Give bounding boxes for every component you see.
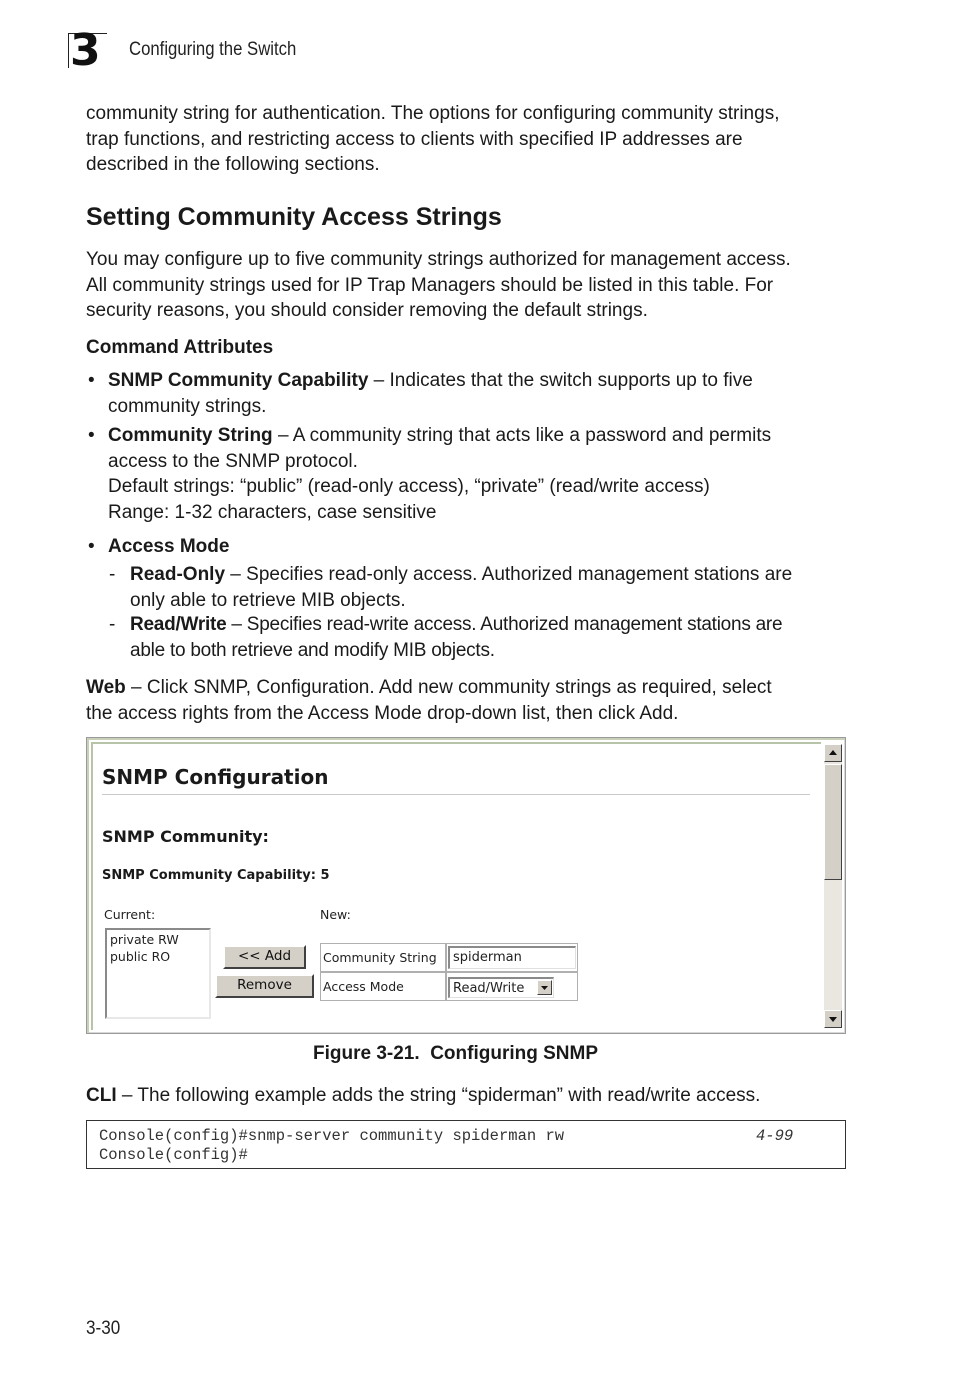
figure-caption: Figure 3-21. Configuring SNMP xyxy=(313,1043,599,1064)
intro-line: trap functions, and restricting access to clients with specified IP addresses are xyxy=(86,128,743,150)
text: able to both retrieve and modify MIB objects. xyxy=(130,639,495,661)
dash: - xyxy=(109,564,116,585)
list-item[interactable]: public RO xyxy=(110,949,171,964)
term: SNMP Community Capability xyxy=(108,370,369,391)
community-string-input-cell xyxy=(446,943,578,972)
code-line: Console(config)#snmp-server community spiderman rw xyxy=(99,1127,565,1145)
text: – Indicates that the switch supports up to five xyxy=(368,370,753,391)
bullet-community-string xyxy=(108,423,771,525)
code-reference: 4-99 xyxy=(756,1127,794,1145)
arrow-down-icon xyxy=(825,1011,841,1027)
current-label: Current: xyxy=(104,907,156,922)
bullet-dot: • xyxy=(88,536,95,557)
text: – Specifies read-only access. Authorized management stations are xyxy=(225,564,793,585)
code-example xyxy=(86,1120,846,1169)
chevron-down-icon[interactable] xyxy=(537,980,552,995)
scroll-thumb[interactable] xyxy=(824,764,842,880)
capability-label: SNMP Community Capability: 5 xyxy=(102,868,330,883)
text: – Click SNMP, Configuration. Add new community strings as required, select xyxy=(125,677,772,698)
vertical-scrollbar[interactable] xyxy=(824,744,842,1028)
list-item[interactable]: private RW xyxy=(110,932,179,947)
chapter-number: 3 xyxy=(70,25,101,76)
running-head: Configuring the Switch xyxy=(129,39,297,60)
bullet-capability xyxy=(108,368,753,419)
access-mode-select-cell xyxy=(446,972,578,1001)
term: Community String xyxy=(108,425,273,446)
community-string-input[interactable]: spiderman xyxy=(448,946,576,969)
scroll-down-button[interactable] xyxy=(824,1010,842,1028)
screenshot-title: SNMP Configuration xyxy=(102,765,329,789)
cli-paragraph xyxy=(86,1083,760,1109)
arrow-up-icon xyxy=(825,745,841,761)
bullet-dot: • xyxy=(88,425,95,446)
section-line: All community strings used for IP Trap Managers should be listed in this table. For xyxy=(86,274,774,296)
attributes-heading: Command Attributes xyxy=(86,337,274,358)
intro-paragraph xyxy=(86,101,779,178)
text: Default strings: “public” (read-only access), “private” (read/write access) xyxy=(108,476,710,497)
new-label: New: xyxy=(320,907,351,922)
snmp-configuration-screenshot xyxy=(86,737,846,1034)
screenshot-frame xyxy=(91,742,821,1030)
text: Range: 1-32 characters, case sensitive xyxy=(108,501,437,523)
section-line: You may configure up to five community strings authorized for management access. xyxy=(86,249,791,270)
intro-line: described in the following sections. xyxy=(86,154,380,175)
term: Access Mode xyxy=(108,536,230,557)
bullet-dot: • xyxy=(88,370,95,391)
text: the access rights from the Access Mode drop-down list, then click Add. xyxy=(86,702,679,724)
current-community-list[interactable] xyxy=(105,928,211,1019)
title-divider xyxy=(102,794,810,795)
scroll-up-button[interactable] xyxy=(824,744,842,762)
text: only able to retrieve MIB objects. xyxy=(130,589,406,611)
community-heading: SNMP Community: xyxy=(102,827,269,846)
section-paragraph xyxy=(86,247,791,324)
text: access to the SNMP protocol. xyxy=(108,450,358,472)
sub-bullet-read-only xyxy=(130,562,792,613)
page-number: 3-30 xyxy=(86,1318,121,1339)
access-mode-select[interactable] xyxy=(448,977,554,998)
term: Web xyxy=(86,677,126,698)
intro-line: community string for authentication. The options for configuring community strings, xyxy=(86,103,780,124)
term: Read-Only xyxy=(130,564,226,585)
add-button[interactable]: << Add xyxy=(223,945,306,969)
community-string-label: Community String xyxy=(323,950,437,965)
text: – A community string that acts like a password and permits xyxy=(272,425,772,446)
term: CLI xyxy=(86,1085,117,1106)
text: – The following example adds the string “spiderman” with read/write access. xyxy=(116,1085,761,1106)
section-line: security reasons, you should consider removing the default strings. xyxy=(86,300,648,321)
access-mode-label-cell xyxy=(320,972,446,1001)
sub-bullet-read-write xyxy=(130,612,782,663)
dash: - xyxy=(109,614,116,635)
remove-button[interactable]: Remove xyxy=(215,974,314,998)
text: community strings. xyxy=(108,395,267,417)
code-line: Console(config)# xyxy=(99,1146,248,1164)
web-paragraph xyxy=(86,675,772,726)
text: – Specifies read-write access. Authorized management stations are xyxy=(226,614,783,635)
access-mode-label: Access Mode xyxy=(323,979,404,994)
access-mode-selected: Read/Write xyxy=(453,981,525,996)
community-string-label-cell xyxy=(320,943,446,972)
section-heading: Setting Community Access Strings xyxy=(86,203,502,231)
term: Read/Write xyxy=(130,614,227,635)
